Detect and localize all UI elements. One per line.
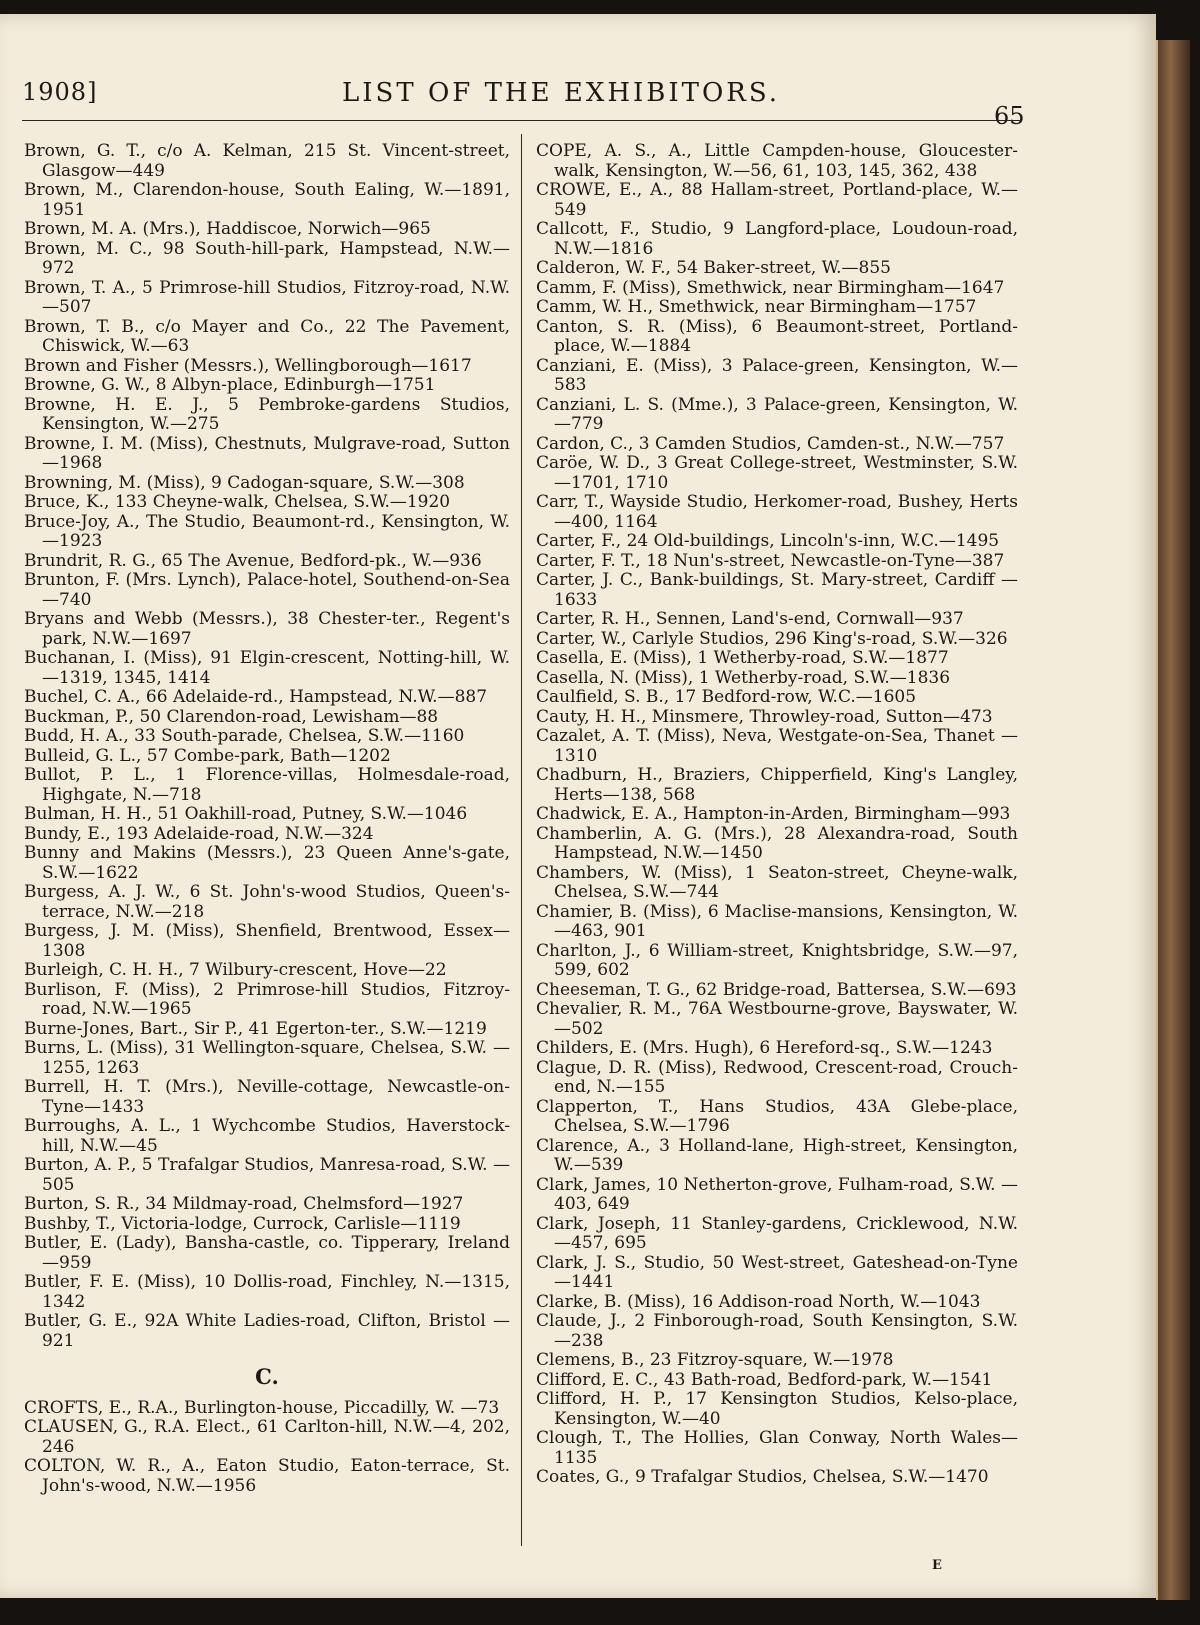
- exhibitor-entry: Caulfield, S. B., 17 Bedford-row, W.C.—1605: [536, 687, 917, 707]
- exhibitor-entry: Clemens, B., 23 Fitzroy-square, W.—1978: [536, 1350, 894, 1370]
- exhibitor-entry: Calderon, W. F., 54 Baker-street, W.—855: [536, 258, 891, 278]
- exhibitor-entry: Burton, A. P., 5 Trafalgar Studios, Manresa-road, S.W. —505: [24, 1155, 510, 1195]
- exhibitor-entry: Coates, G., 9 Trafalgar Studios, Chelsea, S.W.—1470: [536, 1467, 989, 1487]
- section-heading: C.: [255, 1364, 279, 1389]
- right-column: [536, 142, 1018, 1488]
- book-spine: [1156, 40, 1190, 1600]
- exhibitor-entry: Burgess, J. M. (Miss), Shenfield, Brentwood, Essex—1308: [24, 921, 510, 961]
- exhibitor-entry: Bunny and Makins (Messrs.), 23 Queen Anne's-gate, S.W.—1622: [24, 843, 510, 883]
- exhibitor-entry: Brown, G. T., c/o A. Kelman, 215 St. Vincent-street, Glasgow—449: [24, 141, 510, 181]
- exhibitor-entry: Clark, J. S., Studio, 50 West-street, Gateshead-on-Tyne—1441: [536, 1252, 1018, 1292]
- exhibitor-entry: CROWE, E., A., 88 Hallam-street, Portland-place, W.—549: [536, 180, 1018, 220]
- exhibitor-entry: Butler, G. E., 92A White Ladies-road, Clifton, Bristol —921: [24, 1311, 510, 1351]
- exhibitor-entry: COPE, A. S., A., Little Campden-house, Gloucester-walk, Kensington, W.—56, 61, 103, 145, 362, 438: [536, 141, 1018, 181]
- exhibitor-entry: Brown, M., Clarendon-house, South Ealing, W.—1891, 1951: [24, 180, 510, 220]
- exhibitor-entry: Clarke, B. (Miss), 16 Addison-road North, W.—1043: [536, 1291, 981, 1312]
- exhibitor-entry: Clark, Joseph, 11 Stanley-gardens, Cricklewood, N.W. —457, 695: [536, 1213, 1018, 1253]
- exhibitor-entry: Burne-Jones, Bart., Sir P., 41 Egerton-ter., S.W.—1219: [24, 1018, 487, 1039]
- exhibitor-entry: Bundy, E., 193 Adelaide-road, N.W.—324: [24, 823, 374, 844]
- exhibitor-entry: Bullot, P. L., 1 Florence-villas, Holmesdale-road, Highgate, N.—718: [24, 765, 510, 805]
- exhibitor-entry: Caröe, W. D., 3 Great College-street, Westminster, S.W. —1701, 1710: [536, 453, 1018, 493]
- exhibitor-entry: Chamberlin, A. G. (Mrs.), 28 Alexandra-road, South Hampstead, N.W.—1450: [536, 823, 1018, 863]
- exhibitor-entry: Charlton, J., 6 William-street, Knightsbridge, S.W.—97, 599, 602: [536, 940, 1018, 980]
- exhibitor-entry: Callcott, F., Studio, 9 Langford-place, Loudoun-road, N.W.—1816: [536, 219, 1018, 259]
- exhibitor-entry: Canton, S. R. (Miss), 6 Beaumont-street, Portland-place, W.—1884: [536, 316, 1018, 356]
- exhibitor-entry: Budd, H. A., 33 South-parade, Chelsea, S.W.—1160: [24, 726, 465, 746]
- book-page: [0, 14, 1156, 1598]
- exhibitor-entry: Burroughs, A. L., 1 Wychcombe Studios, Haverstock-hill, N.W.—45: [24, 1116, 510, 1156]
- exhibitor-entry: Butler, F. E. (Miss), 10 Dollis-road, Finchley, N.—1315, 1342: [24, 1272, 510, 1312]
- exhibitor-entry: Clarence, A., 3 Holland-lane, High-street, Kensington, W.—539: [536, 1135, 1018, 1175]
- exhibitor-entry: Cheeseman, T. G., 62 Bridge-road, Battersea, S.W.—693: [536, 979, 1017, 1000]
- year-label: 1908]: [22, 78, 98, 106]
- exhibitor-entry: Carr, T., Wayside Studio, Herkomer-road, Bushey, Herts—400, 1164: [536, 492, 1018, 532]
- exhibitor-entry: Butler, E. (Lady), Bansha-castle, co. Tipperary, Ireland —959: [24, 1233, 510, 1273]
- exhibitor-entry: Cardon, C., 3 Camden Studios, Camden-st., N.W.—757: [536, 433, 1005, 454]
- exhibitor-entry: Brown, T. A., 5 Primrose-hill Studios, Fitzroy-road, N.W.—507: [24, 277, 510, 317]
- exhibitor-entry: Clough, T., The Hollies, Glan Conway, North Wales—1135: [536, 1428, 1018, 1468]
- exhibitor-entry: Clapperton, T., Hans Studios, 43A Glebe-place, Chelsea, S.W.—1796: [536, 1096, 1018, 1136]
- exhibitor-entry: Chevalier, R. M., 76A Westbourne-grove, Bayswater, W.—502: [536, 999, 1018, 1039]
- exhibitor-entry: Childers, E. (Mrs. Hugh), 6 Hereford-sq., S.W.—1243: [536, 1038, 993, 1058]
- exhibitor-entry: Bulleid, G. L., 57 Combe-park, Bath—1202: [24, 745, 391, 766]
- exhibitor-entry: Cazalet, A. T. (Miss), Neva, Westgate-on-Sea, Thanet —1310: [536, 726, 1018, 766]
- running-head: [22, 78, 1126, 130]
- left-column: [24, 142, 510, 1496]
- exhibitor-entry: Browning, M. (Miss), 9 Cadogan-square, S.W.—308: [24, 472, 465, 493]
- exhibitor-entry: Carter, R. H., Sennen, Land's-end, Cornwall—937: [536, 609, 964, 629]
- exhibitor-entry: Bryans and Webb (Messrs.), 38 Chester-ter., Regent's park, N.W.—1697: [24, 609, 510, 649]
- exhibitor-entry: Clifford, H. P., 17 Kensington Studios, Kelso-place, Kensington, W.—40: [536, 1389, 1018, 1429]
- exhibitor-entry: CROFTS, E., R.A., Burlington-house, Piccadilly, W. —73: [24, 1397, 500, 1418]
- exhibitor-entry: Claude, J., 2 Finborough-road, South Kensington, S.W. —238: [536, 1311, 1018, 1351]
- exhibitor-entry: Bruce-Joy, A., The Studio, Beaumont-rd., Kensington, W.—1923: [24, 511, 510, 551]
- exhibitor-entry: Brundrit, R. G., 65 The Avenue, Bedford-pk., W.—936: [24, 550, 482, 571]
- exhibitor-entry: Chadwick, E. A., Hampton-in-Arden, Birmingham—993: [536, 804, 1011, 824]
- exhibitor-entry: Brown, M. C., 98 South-hill-park, Hampstead, N.W.—972: [24, 238, 510, 278]
- exhibitor-entry: Chadburn, H., Braziers, Chipperfield, King's Langley, Herts—138, 568: [536, 765, 1018, 805]
- exhibitor-entry: Burns, L. (Miss), 31 Wellington-square, Chelsea, S.W. —1255, 1263: [24, 1038, 510, 1078]
- exhibitor-entry: Buchel, C. A., 66 Adelaide-rd., Hampstead, N.W.—887: [24, 687, 488, 707]
- page-number: 65: [994, 102, 1025, 130]
- exhibitor-entry: Clifford, E. C., 43 Bath-road, Bedford-park, W.—1541: [536, 1369, 993, 1390]
- exhibitor-entry: Clague, D. R. (Miss), Redwood, Crescent-road, Crouch-end, N.—155: [536, 1057, 1018, 1097]
- exhibitor-entry: Chambers, W. (Miss), 1 Seaton-street, Cheyne-walk, Chelsea, S.W.—744: [536, 862, 1018, 902]
- page-title: LIST OF THE EXHIBITORS.: [342, 78, 781, 108]
- exhibitor-entry: Casella, E. (Miss), 1 Wetherby-road, S.W.—1877: [536, 648, 949, 668]
- exhibitor-entry: Carter, J. C., Bank-buildings, St. Mary-street, Cardiff —1633: [536, 570, 1018, 610]
- exhibitor-entry: Carter, W., Carlyle Studios, 296 King's-road, S.W.—326: [536, 628, 1008, 649]
- exhibitor-entry: Burgess, A. J. W., 6 St. John's-wood Studios, Queen's-terrace, N.W.—218: [24, 882, 510, 922]
- exhibitor-entry: Camm, W. H., Smethwick, near Birmingham—1757: [536, 297, 977, 317]
- exhibitor-entry: COLTON, W. R., A., Eaton Studio, Eaton-terrace, St. John's-wood, N.W.—1956: [24, 1456, 510, 1496]
- exhibitor-entry: Camm, F. (Miss), Smethwick, near Birmingham—1647: [536, 277, 1005, 298]
- right-entries: [536, 142, 1018, 1488]
- exhibitor-entry: CLAUSEN, G., R.A. Elect., 61 Carlton-hill, N.W.—4, 202, 246: [24, 1417, 510, 1457]
- exhibitor-entry: Bushby, T., Victoria-lodge, Currock, Carlisle—1119: [24, 1213, 461, 1234]
- exhibitor-entry: Buchanan, I. (Miss), 91 Elgin-crescent, Notting-hill, W. —1319, 1345, 1414: [24, 648, 510, 688]
- exhibitor-entry: Brown and Fisher (Messrs.), Wellingborough—1617: [24, 355, 472, 376]
- exhibitor-entry: Brunton, F. (Mrs. Lynch), Palace-hotel, Southend-on-Sea—740: [24, 570, 510, 610]
- exhibitor-entry: Browne, G. W., 8 Albyn-place, Edinburgh—1751: [24, 375, 436, 395]
- exhibitor-entry: Casella, N. (Miss), 1 Wetherby-road, S.W.—1836: [536, 667, 951, 688]
- exhibitor-entry: Burton, S. R., 34 Mildmay-road, Chelmsford—1927: [24, 1194, 464, 1214]
- exhibitor-entry: Cauty, H. H., Minsmere, Throwley-road, Sutton—473: [536, 706, 993, 727]
- left-entries: [24, 142, 510, 1351]
- exhibitor-entry: Bulman, H. H., 51 Oakhill-road, Putney, S.W.—1046: [24, 804, 468, 824]
- exhibitor-entry: Brown, M. A. (Mrs.), Haddiscoe, Norwich—965: [24, 219, 431, 239]
- exhibitor-entry: Buckman, P., 50 Clarendon-road, Lewisham—88: [24, 706, 439, 727]
- exhibitor-entry: Burlison, F. (Miss), 2 Primrose-hill Studios, Fitzroy-road, N.W.—1965: [24, 979, 510, 1019]
- header-rule: [22, 120, 1022, 121]
- exhibitor-entry: Browne, H. E. J., 5 Pembroke-gardens Studios, Kensington, W.—275: [24, 394, 510, 434]
- exhibitor-entry: Carter, F., 24 Old-buildings, Lincoln's-inn, W.C.—1495: [536, 531, 1000, 551]
- exhibitor-entry: Brown, T. B., c/o Mayer and Co., 22 The Pavement, Chiswick, W.—63: [24, 316, 510, 356]
- left-entries-c: [24, 1399, 510, 1497]
- exhibitor-entry: Carter, F. T., 18 Nun's-street, Newcastle-on-Tyne—387: [536, 550, 1005, 571]
- exhibitor-entry: Burrell, H. T. (Mrs.), Neville-cottage, Newcastle-on-Tyne—1433: [24, 1077, 510, 1117]
- exhibitor-entry: Browne, I. M. (Miss), Chestnuts, Mulgrave-road, Sutton —1968: [24, 433, 510, 473]
- exhibitor-entry: Canziani, L. S. (Mme.), 3 Palace-green, Kensington, W. —779: [536, 394, 1018, 434]
- exhibitor-entry: Bruce, K., 133 Cheyne-walk, Chelsea, S.W.—1920: [24, 492, 451, 512]
- exhibitor-entry: Burleigh, C. H. H., 7 Wilbury-crescent, Hove—22: [24, 960, 447, 980]
- column-divider: [521, 134, 522, 1546]
- exhibitor-entry: Clark, James, 10 Netherton-grove, Fulham-road, S.W. —403, 649: [536, 1174, 1018, 1214]
- exhibitor-entry: Canziani, E. (Miss), 3 Palace-green, Kensington, W.—583: [536, 355, 1018, 395]
- exhibitor-entry: Chamier, B. (Miss), 6 Maclise-mansions, Kensington, W.—463, 901: [536, 901, 1018, 941]
- signature-mark: E: [932, 1558, 942, 1573]
